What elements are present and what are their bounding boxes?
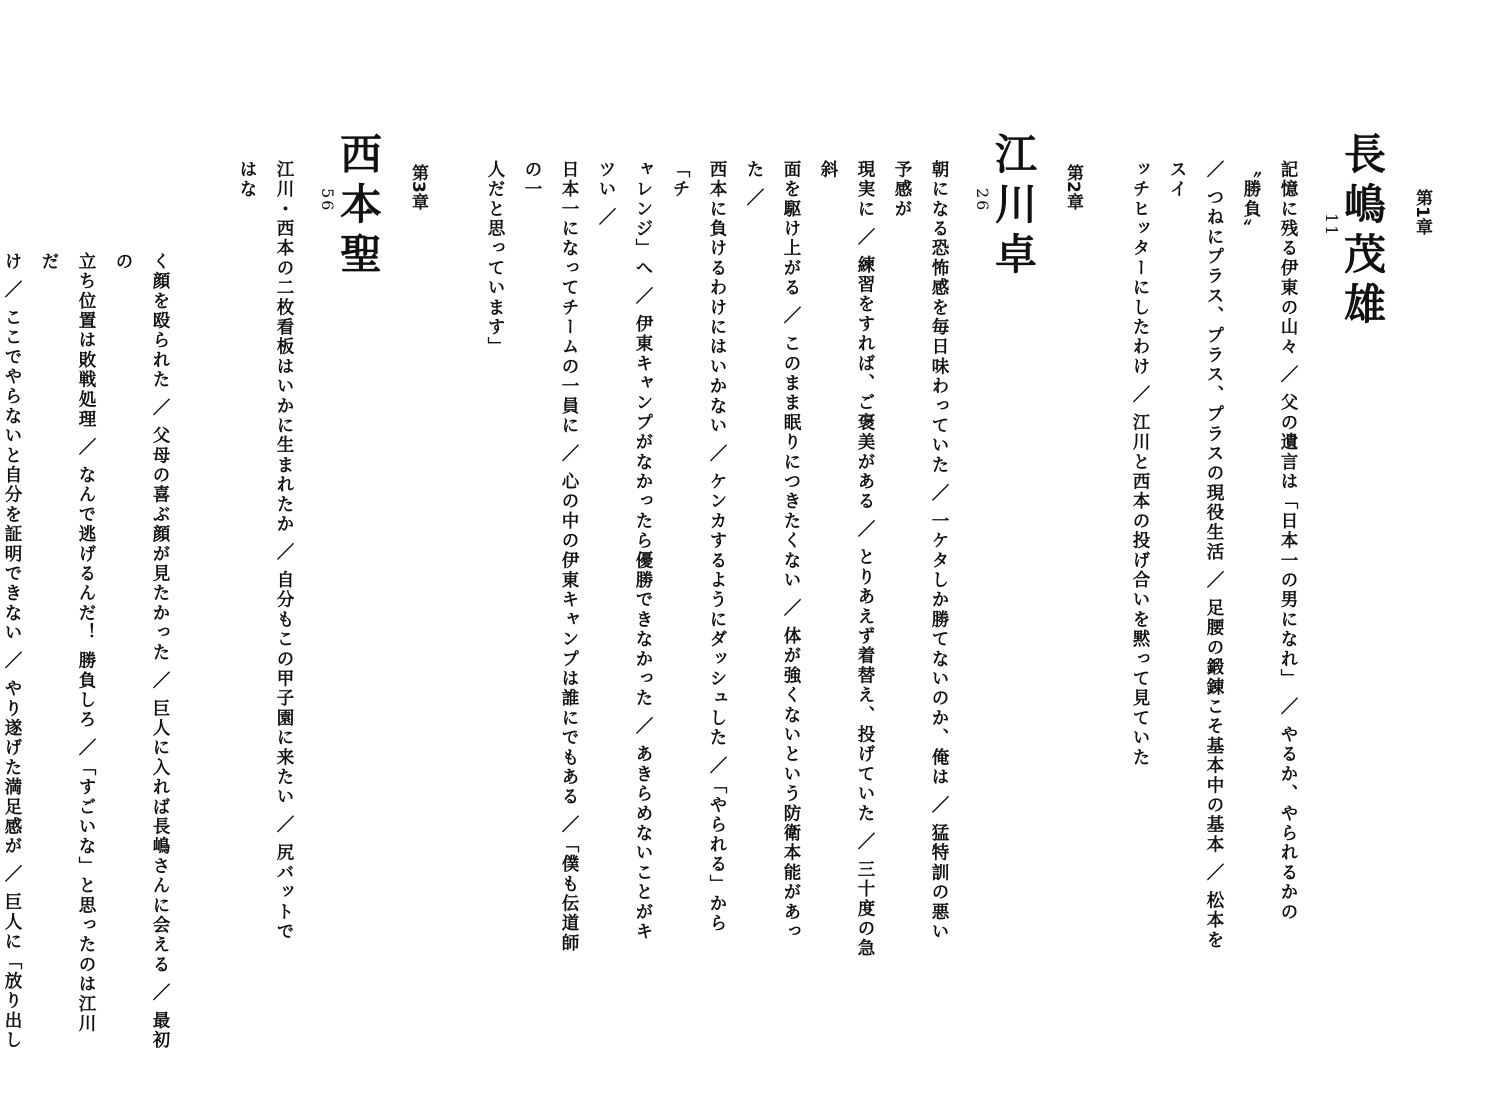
chapter-2-label: 第2章 [1063,164,1083,210]
chapter-2-page-number: 26 [973,187,992,213]
chapter-3-summary-continued [0,252,178,1052]
chapter-1-header [1322,92,1430,332]
summary-line: 朝になる恐怖感を毎日味わっていた ／ 一ケタしか勝てないのか、俺は ／ 猛特訓の悪い予感が [892,160,949,942]
chapter-3-page-number: 56 [318,187,337,213]
chapter-1-title[interactable]: 長嶋茂雄 [1338,132,1387,332]
summary-line: け ／ ここでやらないと自分を証明できない ／ やり遂げた満足感が ／ 巨人に「放り出し [2,252,22,1051]
chapter-2 [476,92,1081,960]
chapter-2-header [973,92,1081,282]
chapter-1-summary [1121,160,1306,960]
chapter-3-header [318,92,426,282]
summary-line: く顔を殴られた ／ 父母の喜ぶ顔が見たかった ／ 巨人に入れば長嶋さんに会える ／ 最初の [113,252,170,1051]
summary-line: 日本一になってチームの一員に ／ 心の中の伊東キャンプは誰にでもある ／「僕も伝道師の一 [522,160,579,954]
summary-line: 記憶に残る伊東の山々 ／ 父の遺言は「日本一の男になれ」 ／ やるか、やられるかの〝勝負〟 [1241,160,1298,923]
summary-line: 立ち位置は敗戦処理 ／ なんで逃げるんだ！ 勝負しろ ／「すごいな」と思ったのは江川だ [39,252,96,1034]
chapter-2-summary [476,160,957,960]
chapter-2-title[interactable]: 江川卓 [989,132,1038,282]
chapter-3-summary [228,160,302,960]
chapter-3-title[interactable]: 西本聖 [334,132,383,282]
chapter-3 [228,92,426,960]
chapter-1 [1121,92,1430,960]
summary-line: 江川・西本の二枚看板はいかに生まれたか ／ 自分もこの甲子園に来たい ／ 尻バットではな [237,160,294,942]
summary-line: 人だと思っています」 [485,160,505,357]
summary-line: 西本に負けるわけにはいかない ／ ケンカするようにダッシュした ／「やられる」から「チ [670,160,727,934]
summary-line: ／ つねにプラス、プラス、プラスの現役生活 ／ 足腰の鍛錬こそ基本中の基本 ／ 松本をスイ [1167,160,1224,951]
chapter-3-label: 第3章 [408,164,428,210]
chapter-1-page-number: 11 [1322,212,1341,238]
summary-line: ャレンジ」へ ／ 伊東キャンプがなかったら優勝できなかった ／ あきらめないことがキツい ／ [596,160,653,942]
summary-line: ッチヒッターにしたわけ ／ 江川と西本の投げ合いを黙って見ていた [1130,160,1150,768]
summary-line: 現実に ／ 練習をすれば、ご褒美がある ／ とりあえず着替え、投げていた ／ 三十度の急斜 [818,160,875,959]
summary-line: 面を駆け上がる ／ このまま眠りにつきたくない ／ 体が強くないという防衛本能があった ／ [744,160,801,942]
chapter-1-label: 第1章 [1412,189,1432,235]
